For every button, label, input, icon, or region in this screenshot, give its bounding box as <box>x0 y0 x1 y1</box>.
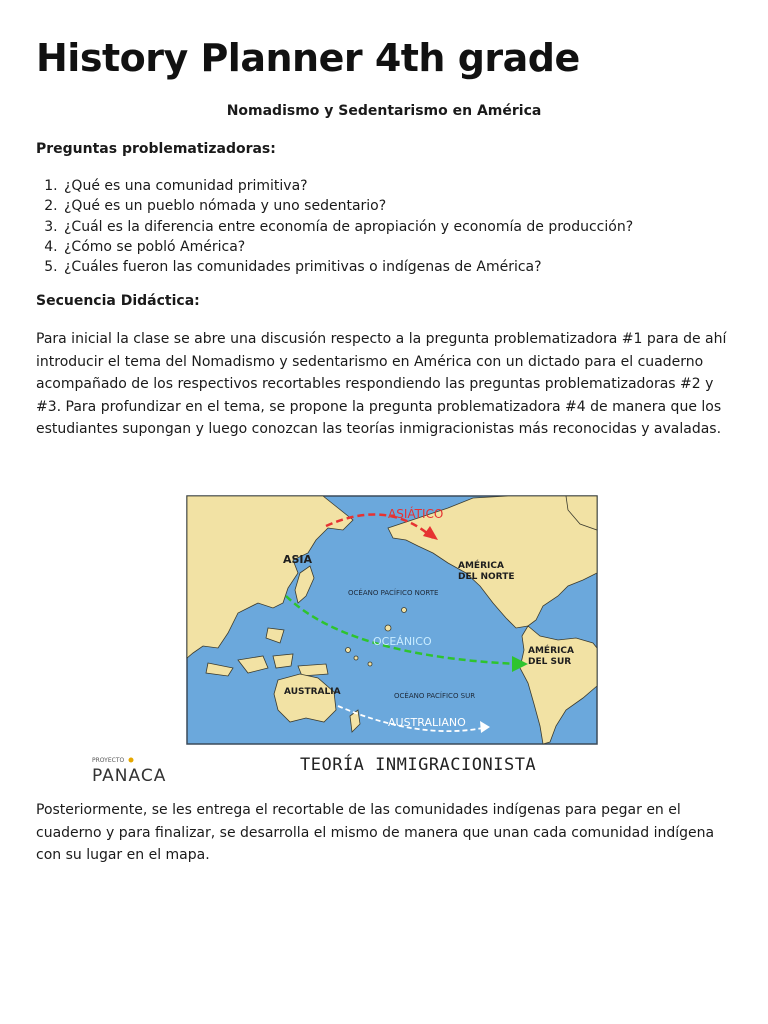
list-item: 3. ¿Cuál es la diferencia entre economía de apropiación y economía de producción? <box>62 217 633 237</box>
australian-route-label: AUSTRALIANO <box>388 716 466 729</box>
island <box>273 654 293 668</box>
questions-list <box>36 176 633 277</box>
paragraph-intro: Para inicial la clase se abre una discusión respecto a la pregunta problematizadora #1 para de ahí introducir el tema del Nomadismo y sedentarismo en América con un dictado para el cuaderno acompañado de los respectivos recortables respondiendo las preguntas problematizadoras #2 y #3. Para profundizar en el tema, se propone la pregunta problematizadora #4 de manera que los estudiantes supongan y luego conozcan las teorías inmigracionistas más reconocidas y avaladas. <box>36 331 727 437</box>
south-america-label-line2: DEL SUR <box>528 657 572 667</box>
north-pacific-label: OCÉANO PACÍFICO NORTE <box>348 589 439 597</box>
island <box>354 656 358 660</box>
south-america-label-line1: AMÉRICA <box>528 646 574 656</box>
logo-line1: PROYECTO <box>92 757 125 764</box>
questions-heading: Preguntas problematizadoras: <box>36 141 276 157</box>
island <box>402 608 407 613</box>
island <box>346 648 351 653</box>
list-item: 2. ¿Qué es un pueblo nómada y uno sedentario? <box>62 196 633 216</box>
migration-map <box>88 478 680 788</box>
asia-label: ASIA <box>283 553 313 566</box>
paragraph-closing: Posteriormente, se les entrega el recortable de las comunidades indígenas para pegar en el cuaderno y para finalizar, se desarrolla el mismo de manera que unan cada comunidad indígena con su lugar en el mapa. <box>36 802 715 863</box>
migration-map-figure <box>88 478 680 788</box>
document-subtitle: Nomadismo y Sedentarismo en América <box>226 103 542 119</box>
north-america-label-line2: DEL NORTE <box>458 572 515 582</box>
south-pacific-label: OCÉANO PACÍFICO SUR <box>394 692 476 700</box>
list-item: 1. ¿Qué es una comunidad primitiva? <box>62 176 633 196</box>
map-caption: TEORÍA INMIGRACIONISTA <box>300 755 537 775</box>
asian-route-label: ASIÁTICO <box>388 507 444 521</box>
sequence-heading: Secuencia Didáctica: <box>36 293 200 309</box>
island <box>368 662 372 666</box>
list-item: 4. ¿Cómo se pobló América? <box>62 237 633 257</box>
project-logo <box>92 757 166 786</box>
logo-eye-icon <box>129 758 134 763</box>
north-america-label-line1: AMÉRICA <box>458 561 504 571</box>
island <box>385 625 391 631</box>
australia-label: AUSTRALIA <box>284 687 341 697</box>
logo-line2: PANACA <box>92 766 167 786</box>
list-item: 5. ¿Cuáles fueron las comunidades primitivas o indígenas de América? <box>62 257 633 277</box>
page-title: History Planner 4th grade <box>36 36 580 80</box>
oceanic-route-label: OCEÁNICO <box>373 635 432 648</box>
